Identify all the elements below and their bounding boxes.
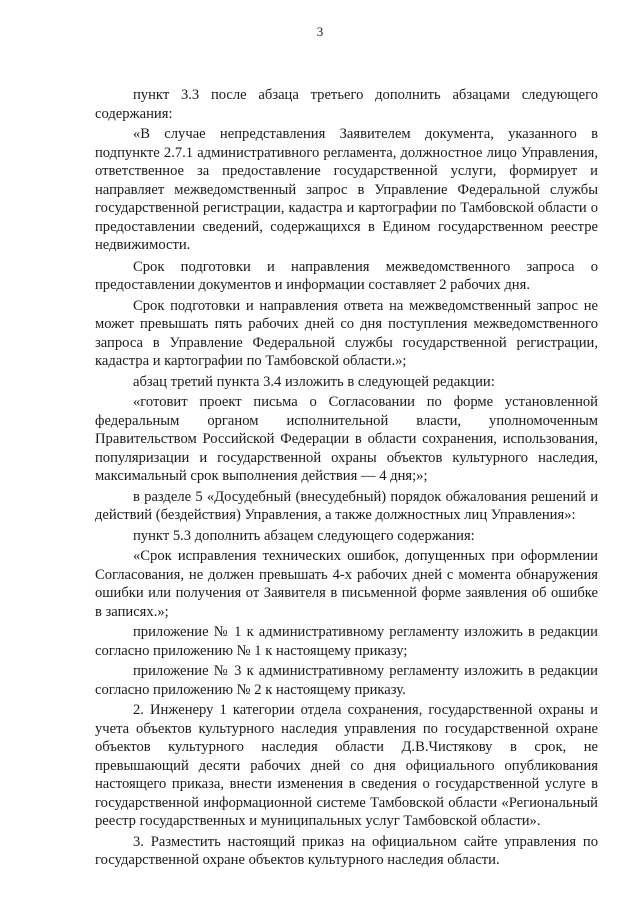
paragraph-7: в разделе 5 «Досудебный (внесудебный) порядок обжалования решений и действий (бездействия) Управления, а также должностных лиц Управления»:: [95, 488, 598, 523]
paragraph-6: «готовит проект письма о Согласовании по форме установленной федеральным органом исполнительной власти, уполномоченным Правительством Российской Федерации в области сохранения, использования, популяризации и государственной охраны объектов культурного наследия, максимальный срок выполнения действия — 4 дня;»;: [95, 394, 598, 484]
paragraph-8: пункт 5.3 дополнить абзацем следующего содержания:: [133, 527, 475, 544]
page-number: 3: [316, 24, 324, 39]
paragraph-5: абзац третий пункта 3.4 изложить в следующей редакции:: [133, 373, 495, 390]
paragraph-1: пункт 3.3 после абзаца третьего дополнить абзацами следующего содержания:: [95, 87, 598, 122]
paragraph-9: «Срок исправления технических ошибок, допущенных при оформлении Согласования, не должен превышать 4-х рабочих дней с момента обнаружения ошибки или получения от Заявителя в письменной форме заявления об ошибке в записях.»;: [95, 548, 598, 620]
paragraph-3: Срок подготовки и направления межведомственного запроса о предоставлении документов и информации составляет 2 рабочих дня.: [95, 258, 598, 293]
paragraph-13: 3. Разместить настоящий приказ на официальном сайте управления по государственной охране объектов культурного наследия области.: [95, 833, 598, 868]
paragraph-12: 2. Инженеру 1 категории отдела сохранения, государственной охраны и учета объектов культурного наследия управления по государственной охране объектов культурного наследия области Д.В.Чистякову в срок, не превышающий десяти рабочих дней со дня официального опубликования настоящего приказа, внести изменения в сведения о государственной услуге в государственной информационной системе Тамбовской области «Региональный реестр государственных и муниципальных услуг Тамбовской области».: [95, 702, 598, 829]
document-body: [95, 86, 598, 872]
paragraph-10: приложение № 1 к административному регламенту изложить в редакции согласно приложению № 1 к настоящему приказу;: [95, 624, 598, 659]
paragraph-11: приложение № 3 к административному регламенту изложить в редакции согласно приложению № 2 к настоящему приказу.: [95, 663, 598, 698]
paragraph-2: «В случае непредставления Заявителем документа, указанного в подпункте 2.7.1 административного регламента, должностное лицо Управления, ответственное за предоставление государственной услуги, формирует и направляет межведомственный запрос в Управление Федеральной службы государственной регистрации, кадастра и картографии по Тамбовской области о предоставлении сведений, содержащихся в Едином государственном реестре недвижимости.: [95, 126, 598, 253]
paragraph-4: Срок подготовки и направления ответа на межведомственный запрос не может превышать пять рабочих дней со дня поступления межведомственного запроса в Управление Федеральной службы государственной регистрации, кадастра и картографии по Тамбовской области.»;: [95, 297, 598, 369]
